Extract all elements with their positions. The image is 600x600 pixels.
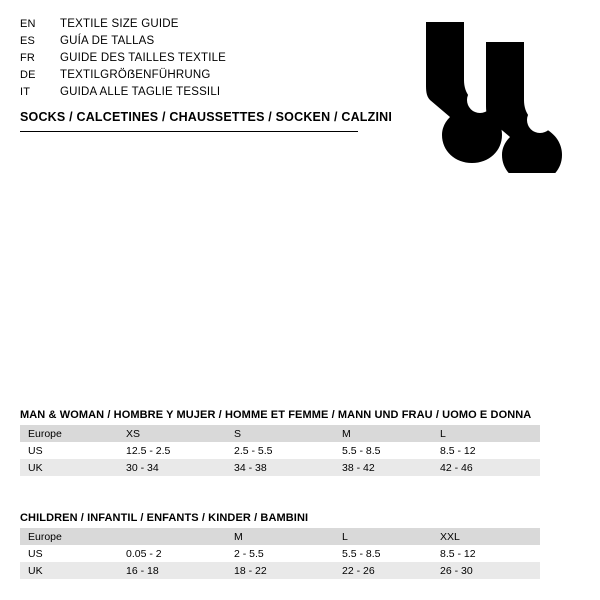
language-text: GUIDE DES TAILLES TEXTILE (60, 52, 227, 64)
table-row (20, 459, 540, 476)
table-cell: US (20, 442, 118, 459)
table-row (20, 442, 540, 459)
table-cell: 34 - 38 (226, 459, 334, 476)
table-section-adult (20, 409, 580, 476)
table-header-cell: XS (118, 425, 226, 442)
language-code: FR (20, 52, 36, 64)
table-cell: 5.5 - 8.5 (334, 442, 432, 459)
table-header-cell: S (226, 425, 334, 442)
table-cell: 22 - 26 (334, 562, 432, 579)
language-row (20, 67, 390, 84)
table-header-cell: Europe (20, 528, 118, 545)
language-code: EN (20, 18, 36, 30)
table-section-children (20, 512, 580, 579)
language-text: TEXTILGRÖẞENFÜHRUNG (60, 69, 211, 81)
language-code: ES (20, 35, 36, 47)
language-row (20, 33, 390, 50)
table-cell: 42 - 46 (432, 459, 540, 476)
table-cell: 18 - 22 (226, 562, 334, 579)
language-code: IT (20, 86, 31, 98)
table-row (20, 545, 540, 562)
language-row (20, 50, 390, 67)
title-divider (20, 131, 358, 132)
table-cell: 30 - 34 (118, 459, 226, 476)
table-cell: 5.5 - 8.5 (334, 545, 432, 562)
table-header-cell: Europe (20, 425, 118, 442)
table-cell: 38 - 42 (334, 459, 432, 476)
table-cell: UK (20, 562, 118, 579)
section-title-adult: MAN & WOMAN / HOMBRE Y MUJER / HOMME ET FEMME / MANN UND FRAU / UOMO E DONNA (20, 409, 532, 421)
table-cell: 12.5 - 2.5 (118, 442, 226, 459)
table-row (20, 562, 540, 579)
size-table-children (20, 528, 540, 579)
table-cell: 16 - 18 (118, 562, 226, 579)
table-cell: 8.5 - 12 (432, 442, 540, 459)
language-row (20, 84, 390, 101)
table-header-cell (118, 528, 226, 545)
table-header-cell: M (226, 528, 334, 545)
language-text: GUÍA DE TALLAS (60, 35, 155, 47)
page-title: SOCKS / CALCETINES / CHAUSSETTES / SOCKEN / CALZINI (20, 110, 393, 124)
language-row (20, 16, 390, 33)
socks-icon (408, 18, 573, 173)
table-cell: 2 - 5.5 (226, 545, 334, 562)
table-row (20, 528, 540, 545)
table-cell: US (20, 545, 118, 562)
language-text: GUIDA ALLE TAGLIE TESSILI (60, 86, 221, 98)
table-cell: 0.05 - 2 (118, 545, 226, 562)
section-title-children: CHILDREN / INFANTIL / ENFANTS / KINDER / BAMBINI (20, 512, 309, 524)
language-text: TEXTILE SIZE GUIDE (60, 18, 179, 30)
language-code: DE (20, 69, 36, 81)
table-row (20, 425, 540, 442)
table-cell: UK (20, 459, 118, 476)
table-header-cell: L (334, 528, 432, 545)
table-cell: 26 - 30 (432, 562, 540, 579)
table-cell: 2.5 - 5.5 (226, 442, 334, 459)
table-header-cell: XXL (432, 528, 540, 545)
table-cell: 8.5 - 12 (432, 545, 540, 562)
table-header-cell: L (432, 425, 540, 442)
size-table-adult (20, 425, 540, 476)
table-header-cell: M (334, 425, 432, 442)
language-list (20, 16, 390, 101)
